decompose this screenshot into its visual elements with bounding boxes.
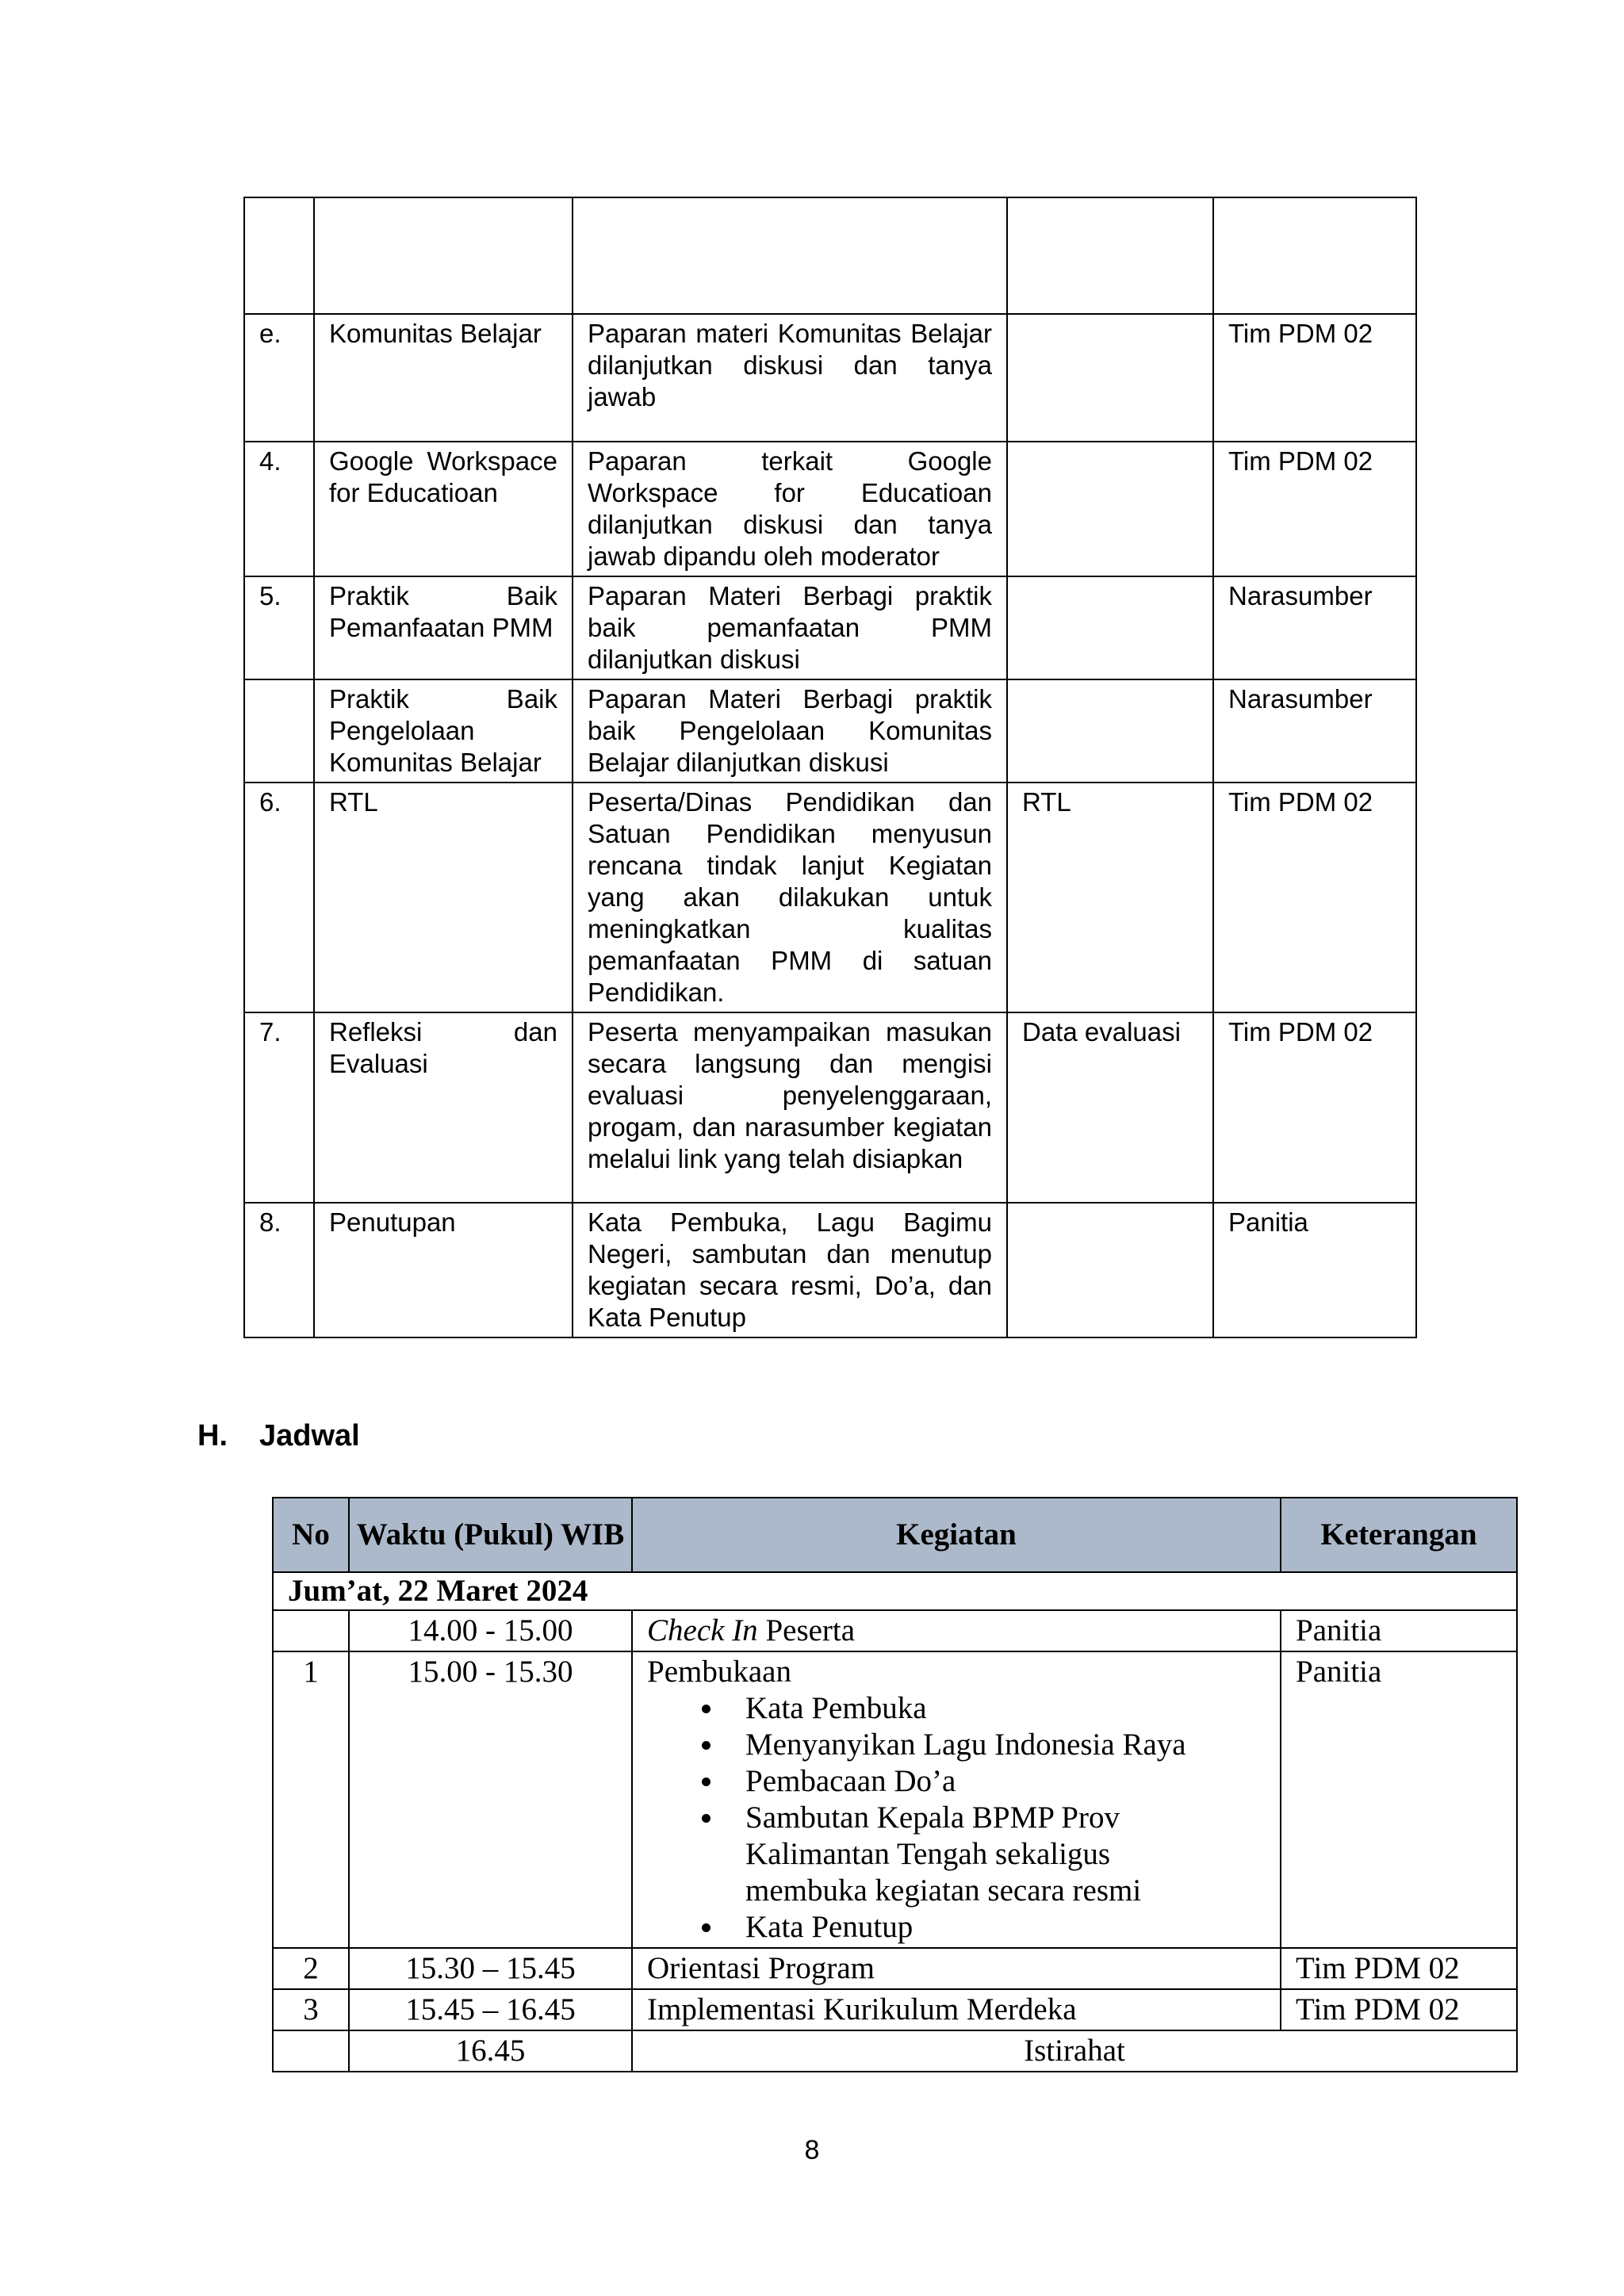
row-description: Kata Pembuka, Lagu Bagimu Negeri, sambutan dan menutup kegiatan secara resmi, Do’a, dan Kata Penutup <box>573 1203 1007 1337</box>
table-row <box>244 1203 1416 1337</box>
row-number: 4. <box>244 442 314 576</box>
row-time: 16.45 <box>349 2030 632 2072</box>
section-number: H. <box>197 1419 228 1452</box>
table-row <box>244 679 1416 783</box>
row-time: 15.00 - 15.30 <box>349 1651 632 1948</box>
header-no: No <box>273 1498 349 1572</box>
row-output: RTL <box>1007 783 1213 1012</box>
row-number: 8. <box>244 1203 314 1337</box>
activity-italic: Check In <box>647 1613 758 1647</box>
row-number <box>244 679 314 783</box>
schedule-header-row <box>273 1498 1517 1572</box>
schedule-table <box>272 1497 1518 2072</box>
list-item: Menyanyikan Lagu Indonesia Raya <box>745 1727 1266 1763</box>
row-output <box>1007 314 1213 442</box>
page-number: 8 <box>804 2135 820 2165</box>
list-item: Kata Pembuka <box>745 1690 1266 1727</box>
activity-text: Pembukaan <box>647 1655 791 1689</box>
row-output <box>1007 679 1213 783</box>
row-activity <box>632 1610 1281 1651</box>
row-speaker: Tim PDM 02 <box>1213 442 1416 576</box>
row-number <box>273 2030 349 2072</box>
row-output: Data evaluasi <box>1007 1012 1213 1203</box>
row-topic: Praktik Baik Pengelolaan Komunitas Belajar <box>314 679 573 783</box>
table-row <box>273 1989 1517 2030</box>
row-number: 3 <box>273 1989 349 2030</box>
row-description: Paparan Materi Berbagi praktik baik Pengelolaan Komunitas Belajar dilanjutkan diskusi <box>573 679 1007 783</box>
row-speaker: Narasumber <box>1213 679 1416 783</box>
row-output <box>1007 576 1213 679</box>
table-row <box>244 576 1416 679</box>
table-row <box>273 2030 1517 2072</box>
activities-table <box>243 197 1417 1338</box>
row-description: Peserta menyampaikan masukan secara langsung dan mengisi evaluasi penyelenggaraan, progam, dan narasumber kegiatan melalui link yang telah disiapkan <box>573 1012 1007 1203</box>
row-topic: Refleksi dan Evaluasi <box>314 1012 573 1203</box>
section-title: Jadwal <box>259 1419 360 1452</box>
row-topic: Komunitas Belajar <box>314 314 573 442</box>
table-row <box>244 783 1416 1012</box>
row-output <box>1007 442 1213 576</box>
activity-bullet-list <box>647 1690 1266 1946</box>
row-number: 6. <box>244 783 314 1012</box>
row-description: Paparan terkait Google Workspace for Educatioan dilanjutkan diskusi dan tanya jawab dipandu oleh moderator <box>573 442 1007 576</box>
row-number: 5. <box>244 576 314 679</box>
row-activity: Orientasi Program <box>632 1948 1281 1989</box>
row-note: Panitia <box>1281 1610 1517 1651</box>
row-output <box>1007 1203 1213 1337</box>
row-speaker: Narasumber <box>1213 576 1416 679</box>
row-time: 15.30 – 15.45 <box>349 1948 632 1989</box>
list-item: Kata Penutup <box>745 1909 1266 1946</box>
row-topic: RTL <box>314 783 573 1012</box>
row-description: Peserta/Dinas Pendidikan dan Satuan Pendidikan menyusun rencana tindak lanjut Kegiatan yang akan dilakukan untuk meningkatkan kualitas pemanfaatan PMM di satuan Pendidikan. <box>573 783 1007 1012</box>
activity-text: Peserta <box>757 1613 856 1647</box>
schedule-day: Jum’at, 22 Maret 2024 <box>273 1572 1517 1610</box>
row-activity: Implementasi Kurikulum Merdeka <box>632 1989 1281 2030</box>
row-topic: Google Workspace for Educatioan <box>314 442 573 576</box>
table-row-empty <box>244 197 1416 314</box>
row-note: Tim PDM 02 <box>1281 1948 1517 1989</box>
schedule-day-row <box>273 1572 1517 1610</box>
row-topic: Penutupan <box>314 1203 573 1337</box>
list-item: Pembacaan Do’a <box>745 1763 1266 1800</box>
row-description: Paparan Materi Berbagi praktik baik pemanfaatan PMM dilanjutkan diskusi <box>573 576 1007 679</box>
row-time: 15.45 – 16.45 <box>349 1989 632 2030</box>
table-row <box>273 1948 1517 1989</box>
row-note: Tim PDM 02 <box>1281 1989 1517 2030</box>
row-description: Paparan materi Komunitas Belajar dilanjutkan diskusi dan tanya jawab <box>573 314 1007 442</box>
header-note: Keterangan <box>1281 1498 1517 1572</box>
header-activity: Kegiatan <box>632 1498 1281 1572</box>
row-number: 7. <box>244 1012 314 1203</box>
table-row <box>244 442 1416 576</box>
row-topic: Praktik Baik Pemanfaatan PMM <box>314 576 573 679</box>
table-row <box>244 314 1416 442</box>
row-speaker: Tim PDM 02 <box>1213 783 1416 1012</box>
table-row <box>273 1610 1517 1651</box>
row-number <box>273 1610 349 1651</box>
row-number: 2 <box>273 1948 349 1989</box>
row-speaker: Panitia <box>1213 1203 1416 1337</box>
row-number: 1 <box>273 1651 349 1948</box>
row-activity: Istirahat <box>632 2030 1517 2072</box>
row-note: Panitia <box>1281 1651 1517 1948</box>
list-item: Sambutan Kepala BPMP Prov Kalimantan Tengah sekaligus membuka kegiatan secara resmi <box>745 1800 1174 1909</box>
row-time: 14.00 - 15.00 <box>349 1610 632 1651</box>
table-row <box>273 1651 1517 1948</box>
row-speaker: Tim PDM 02 <box>1213 1012 1416 1203</box>
row-number: e. <box>244 314 314 442</box>
table-row <box>244 1012 1416 1203</box>
row-activity <box>632 1651 1281 1948</box>
header-time: Waktu (Pukul) WIB <box>349 1498 632 1572</box>
row-speaker: Tim PDM 02 <box>1213 314 1416 442</box>
section-heading <box>197 1419 360 1453</box>
